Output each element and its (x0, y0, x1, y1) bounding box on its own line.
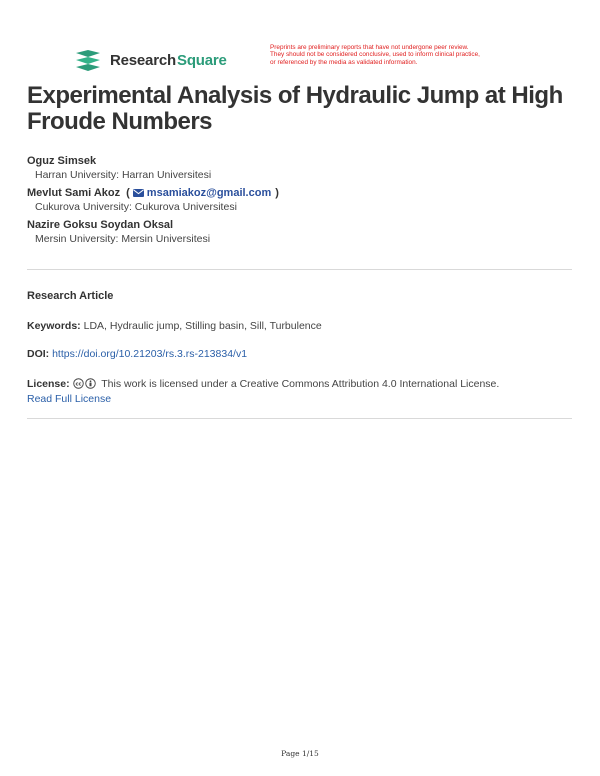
preprint-notice (270, 44, 570, 66)
read-full-license-link[interactable]: Read Full License (27, 393, 112, 405)
research-square-logo[interactable] (74, 48, 227, 72)
cc-icon (73, 378, 84, 389)
author-affiliation: Mersin University: Mersin Universitesi (35, 233, 211, 245)
divider (27, 269, 572, 270)
author-email (126, 186, 279, 200)
author-name: Mevlut Sami Akoz (27, 187, 121, 199)
notice-line: They should not be considered conclusive, used to inform clinical practice, (270, 51, 480, 59)
article-type: Research Article (27, 290, 114, 302)
author-affiliation: Cukurova University: Cukurova Universitesi (35, 201, 237, 213)
envelope-icon (133, 189, 144, 197)
license-text: This work is licensed under a Creative Commons Attribution 4.0 International License. (101, 378, 500, 390)
author-affiliation: Harran University: Harran Universitesi (35, 169, 212, 181)
cc-icons (73, 378, 97, 389)
author-list (27, 154, 572, 250)
license-row (27, 377, 572, 407)
keywords-value: LDA, Hydraulic jump, Stilling basin, Sill, Turbulence (83, 320, 322, 332)
author-name: Nazire Goksu Soydan Oksal (27, 219, 174, 231)
email-close-paren: ) (275, 187, 279, 199)
divider (27, 418, 572, 419)
license-label: License: (27, 378, 70, 390)
research-square-logo-icon (74, 48, 104, 72)
page-header (0, 0, 600, 80)
keywords-row (27, 319, 572, 334)
keywords-label: Keywords: (27, 320, 81, 332)
doi-label: DOI: (27, 348, 50, 360)
svg-text:cc: cc (75, 381, 82, 388)
paper-title: Experimental Analysis of Hydraulic Jump at High Froude Numbers (27, 82, 563, 135)
notice-line: Preprints are preliminary reports that have not undergone peer review. (270, 44, 469, 51)
email-link[interactable]: msamiakoz@gmail.com (146, 187, 272, 199)
email-open-paren: ( (126, 187, 130, 199)
author-name: Oguz Simsek (27, 155, 97, 167)
cc-by-icon (85, 378, 96, 389)
notice-line: or referenced by the media as validated information. (270, 58, 418, 66)
doi-row (27, 347, 572, 362)
doi-link[interactable]: https://doi.org/10.21203/rs.3.rs-213834/v1 (52, 348, 248, 360)
author-name-with-email (27, 186, 572, 200)
page-number: Page 1/15 (281, 749, 319, 758)
brand-name: Research Square (110, 51, 227, 69)
